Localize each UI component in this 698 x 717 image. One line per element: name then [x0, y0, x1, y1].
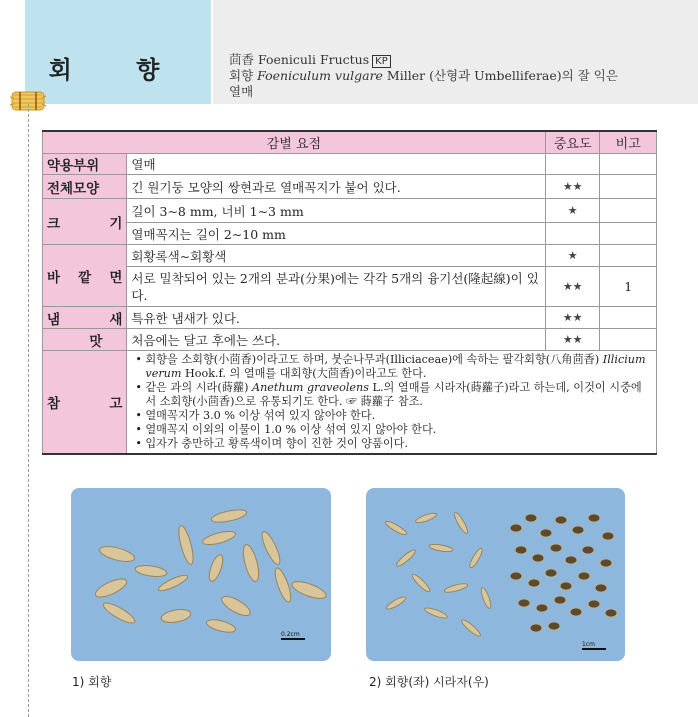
herb-info-panel [213, 0, 698, 104]
cell-content: 회황록색∼회황색 [127, 245, 546, 267]
origin-latin: Foeniculum vulgare [257, 68, 383, 83]
page-title: 회 향 [48, 56, 188, 84]
cell-importance [545, 154, 600, 175]
photo-caption-1: 1) 회향 [72, 675, 112, 689]
herb-part-line: 열매 [229, 84, 254, 99]
references-list [131, 351, 652, 453]
ref-text: 같은 과의 시라(蒔蘿) [145, 381, 252, 394]
cell-content: 처음에는 달고 후에는 쓰다. [127, 329, 546, 351]
cell-note [600, 245, 657, 267]
row-label-outer-surface: 바 깥 면 [43, 245, 127, 307]
references-cell [127, 351, 657, 455]
title-panel [25, 0, 211, 104]
cell-note [600, 329, 657, 351]
ref-text: L.의 열매를 시라자(蒔蘿子)라고 하는데, 이것이 시중에서 소회향(小茴香)으로 유통되기도 한다. ☞ 蒔蘿子 참조. [145, 381, 642, 408]
reference-item: • 열매꼭지 이외의 이물이 1.0 % 이상 섞여 있지 않아야 한다. [145, 423, 652, 437]
cell-note: 1 [600, 267, 657, 307]
row-label-references: 참 고 [43, 351, 127, 455]
table-row [43, 199, 657, 223]
table-row [43, 223, 657, 245]
table-row [43, 154, 657, 175]
row-label-part-used: 약용부위 [43, 154, 127, 175]
scale-bar-line [281, 638, 305, 640]
fennel-seed-photo [71, 488, 331, 661]
header-key-points: 감별 요점 [43, 131, 546, 154]
scale-bar [281, 631, 305, 640]
cell-content: 열매 [127, 154, 546, 175]
row-label-overall-shape: 전체모양 [43, 175, 127, 199]
reference-item [145, 381, 652, 409]
header-importance: 중요도 [545, 131, 600, 154]
cell-importance: ★ [545, 245, 600, 267]
cell-note [600, 175, 657, 199]
herb-origin-line [229, 66, 618, 84]
reference-item: • 열매꼭지가 3.0 % 이상 섞여 있지 않아야 한다. [145, 409, 652, 423]
header-notes: 비고 [600, 131, 657, 154]
table-row [43, 267, 657, 307]
table-row [43, 175, 657, 199]
cell-note [600, 199, 657, 223]
cell-content: 열매꼭지는 길이 2∼10 mm [127, 223, 546, 245]
cell-content: 특유한 냄새가 있다. [127, 307, 546, 329]
table-row [43, 307, 657, 329]
identification-table [42, 130, 657, 455]
margin-guide-line [28, 104, 29, 717]
cell-importance: ★★ [545, 175, 600, 199]
cell-content: 길이 3∼8 mm, 너비 1∼3 mm [127, 199, 546, 223]
cell-content: 서로 밀착되어 있는 2개의 분과(分果)에는 각각 5개의 융기선(隆起線)이 있다. [127, 267, 546, 307]
photo-caption-2: 2) 회향(좌) 시라자(우) [369, 675, 489, 689]
table-row [43, 329, 657, 351]
fennel-dill-illustration [366, 488, 625, 661]
cell-importance: ★ [545, 199, 600, 223]
table-header-row [43, 131, 657, 154]
cell-note [600, 154, 657, 175]
reference-item: • 입자가 충만하고 황록색이며 향이 진한 것이 양품이다. [145, 437, 652, 451]
cell-note [600, 223, 657, 245]
scale-label: 1cm [582, 641, 595, 648]
ref-latin: Illicium verum [145, 353, 646, 380]
herb-latin-name: 茴香 Foeniculi Fructus [229, 52, 370, 67]
kp-badge: KP [372, 55, 391, 68]
row-label-taste: 맛 [43, 329, 127, 351]
scale-bar-line [582, 648, 606, 650]
row-label-size: 크 기 [43, 199, 127, 245]
cell-importance: ★★ [545, 329, 600, 351]
ref-text: 회향을 소회향(小茴香)이라고도 하며, 붓순나무과(Illiciaceae)에 속하는 팔각회향(八角茴香) [145, 353, 603, 366]
row-label-smell: 냄 새 [43, 307, 127, 329]
fennel-dill-comparison-photo [366, 488, 625, 661]
cell-importance: ★★ [545, 267, 600, 307]
scale-bar [582, 641, 606, 650]
origin-prefix: 회향 [229, 68, 258, 83]
cell-note [600, 307, 657, 329]
table-row-references [43, 351, 657, 455]
scale-label: 0.2cm [281, 631, 300, 638]
ref-text: Hook.f. 의 열매를 대회향(大茴香)이라고도 한다. [181, 367, 427, 380]
cell-importance: ★★ [545, 307, 600, 329]
cell-content: 긴 원기둥 모양의 쌍현과로 열매꼭지가 붙어 있다. [127, 175, 546, 199]
origin-suffix: Miller (산형과 Umbelliferae)의 잘 익은 [382, 68, 618, 83]
cell-importance [545, 223, 600, 245]
table-row [43, 245, 657, 267]
reference-item [145, 353, 652, 381]
ref-latin: Anethum graveolens [252, 381, 369, 394]
